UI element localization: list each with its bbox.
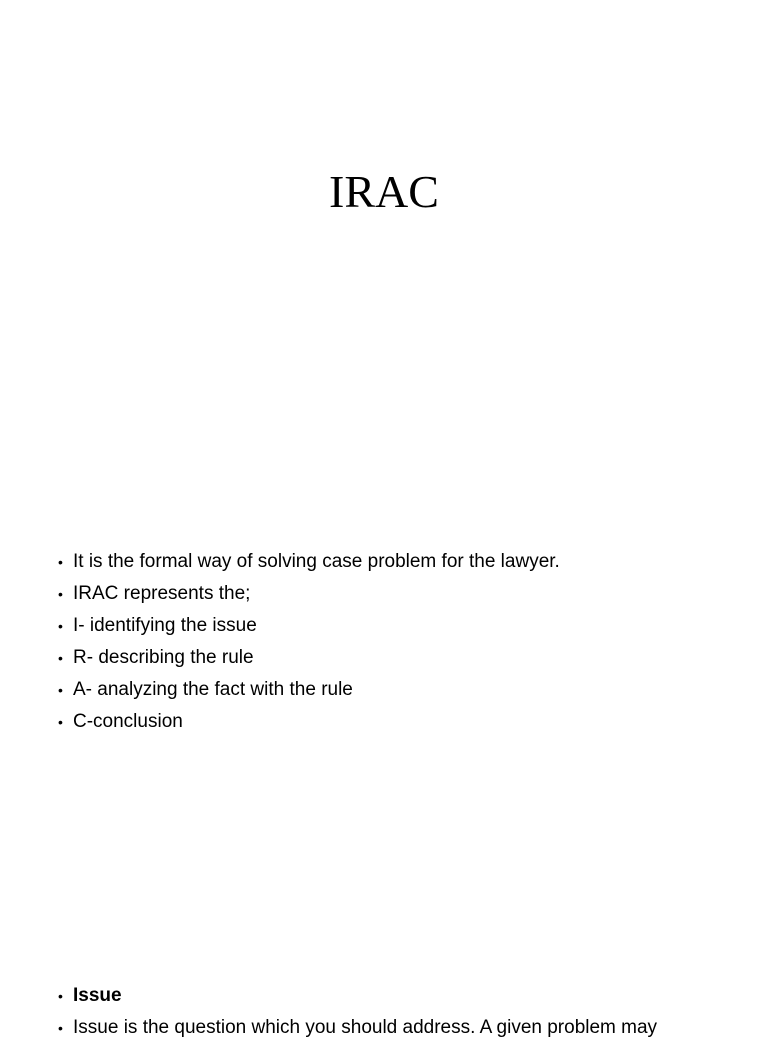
- bullet-icon: •: [58, 618, 63, 634]
- next-slide-bullet-list: [58, 982, 738, 1046]
- bullet-text: R- describing the rule: [73, 647, 254, 668]
- bullet-text: Issue is the question which you should address. A given problem may: [73, 1017, 658, 1038]
- bullet-icon: •: [58, 714, 63, 730]
- bullet-text: A- analyzing the fact with the rule: [73, 679, 353, 700]
- list-item: [58, 612, 738, 644]
- slide-title: IRAC: [329, 166, 439, 217]
- bullet-text: IRAC represents the;: [73, 583, 251, 604]
- bullet-list: [58, 548, 738, 740]
- bullet-text: C-conclusion: [73, 711, 183, 732]
- section-heading: Issue: [73, 985, 122, 1006]
- bullet-icon: •: [58, 682, 63, 698]
- list-item: [58, 982, 738, 1014]
- bullet-icon: •: [58, 554, 63, 570]
- bullet-icon: •: [58, 650, 63, 666]
- bullet-icon: •: [58, 988, 63, 1004]
- list-item: [58, 676, 738, 708]
- list-item: [58, 644, 738, 676]
- bullet-text: It is the formal way of solving case problem for the lawyer.: [73, 551, 560, 572]
- bullet-icon: •: [58, 1020, 63, 1036]
- list-item: [58, 708, 738, 740]
- bullet-icon: •: [58, 586, 63, 602]
- bullet-text: I- identifying the issue: [73, 615, 257, 636]
- list-item: [58, 1014, 738, 1046]
- list-item: [58, 548, 738, 580]
- list-item: [58, 580, 738, 612]
